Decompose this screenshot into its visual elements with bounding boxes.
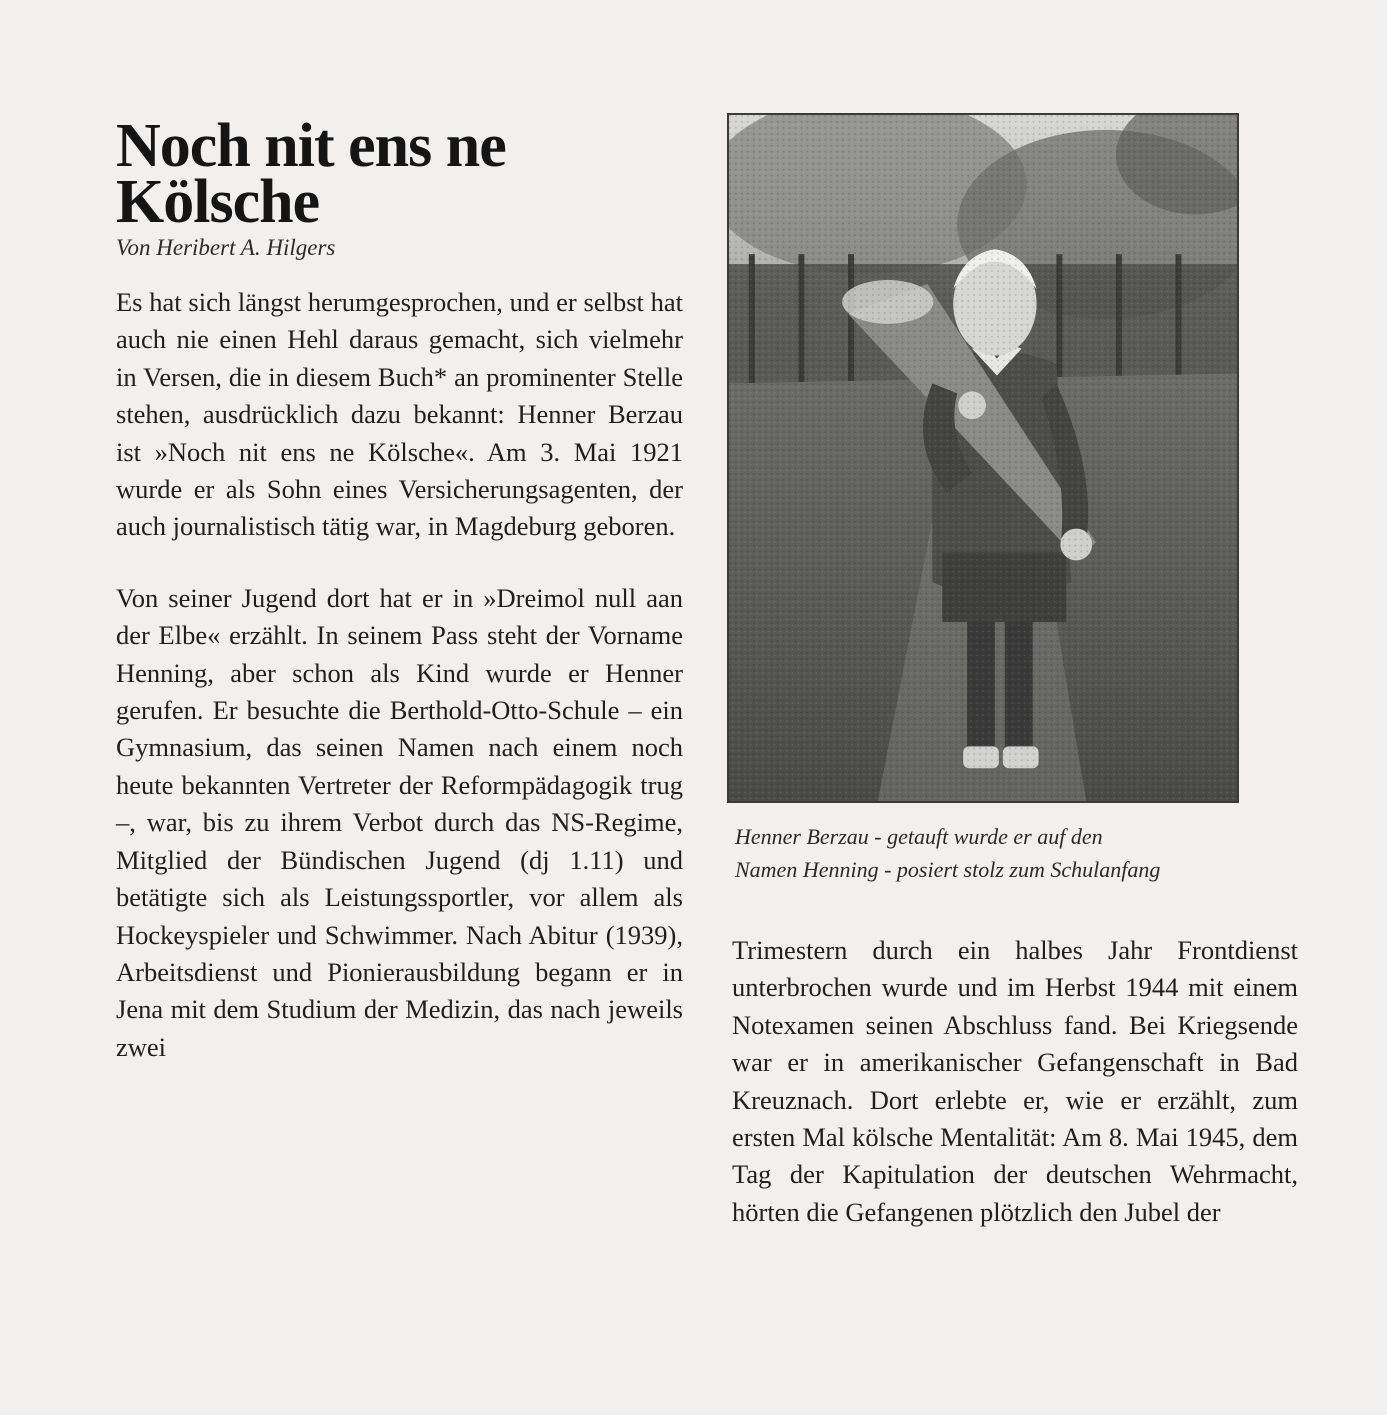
photo-caption	[735, 820, 1275, 886]
photo-image	[729, 115, 1237, 801]
left-column	[116, 112, 683, 1066]
paragraph-3: Trimestern durch ein halbes Jahr Frontdienst unterbrochen wurde und im Herbst 1944 mit einem Notexamen seinen Abschluss fand. Bei Kriegsende war er in amerikanischer Gefangenschaft in Bad Kreuznach. Dort erlebte er, wie er erzählt, zum ersten Mal kölsche Mentalität: Am 8. Mai 1945, dem Tag der Kapitulation der deutschen Wehrmacht, hörten die Gefangenen plötzlich den Jubel der	[732, 935, 1298, 1227]
caption-line-1: Henner Berzau - getauft wurde er auf den	[735, 824, 1103, 849]
article-byline: Von Heribert A. Hilgers	[116, 235, 336, 260]
right-column	[732, 932, 1298, 1231]
photo-boy-with-school-cone	[727, 113, 1239, 803]
paragraph-2: Von seiner Jugend dort hat er in »Dreimol null aan der Elbe« erzählt. In seinem Pass steht der Vorname Henning, aber schon als Kind wurde er Henner gerufen. Er besuchte die Berthold-Otto-Schule – ein Gymnasium, das seinen Namen nach einem noch heute bekannten Vertreter der Reformpädagogik trug –, war, bis zu ihrem Verbot durch das NS-Regime, Mitglied der Bündischen Jugend (dj 1.11) und betätigte sich als Leistungssportler, vor allem als Hockeyspieler und Schwimmer. Nach Abitur (1939), Arbeitsdienst und Pionierausbildung begann er in Jena mit dem Studium der Medizin, das nach jeweils zwei	[116, 582, 683, 1062]
caption-line-2: Namen Henning - posiert stolz zum Schulanfang	[735, 857, 1161, 882]
paragraph-1: Es hat sich längst herumgesprochen, und er selbst hat auch nie einen Hehl daraus gemacht, sich vielmehr in Versen, die in diesem Buch* an prominenter Stelle stehen, ausdrücklich dazu bekannt: Henner Berzau ist »Noch nit ens ne Kölsche«. Am 3. Mai 1921 wurde er als Sohn eines Versicherungsagenten, der auch journalistisch tätig war, in Magdeburg geboren.	[116, 287, 683, 542]
article-title: Noch nit ens ne Kölsche	[116, 112, 506, 236]
